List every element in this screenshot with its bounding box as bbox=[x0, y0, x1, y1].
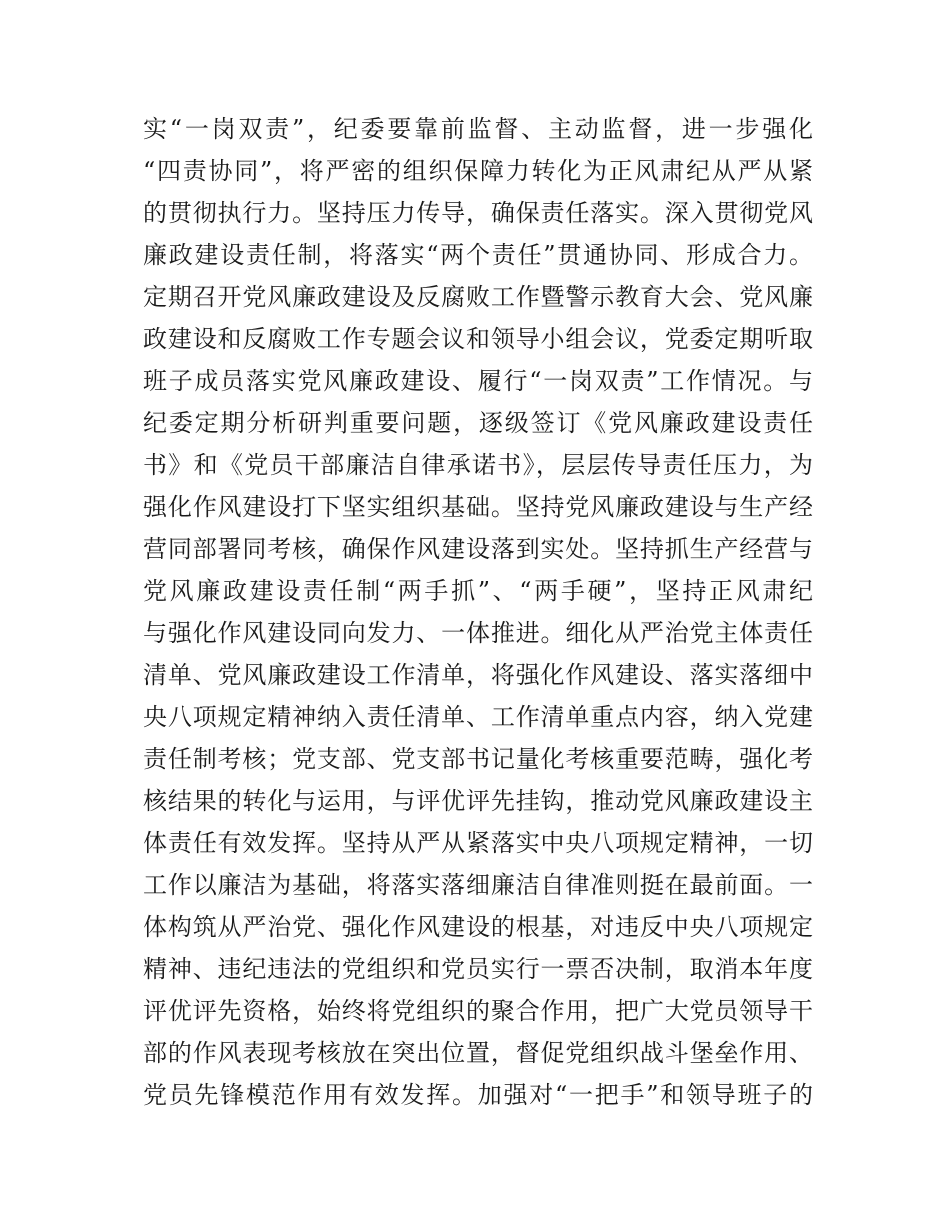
text-line: 工作以廉洁为基础，将落实落细廉洁自律准则挺在最前面。一 bbox=[143, 871, 813, 899]
text-line: 清单、党风廉政建设工作清单，将强化作风建设、落实落细中 bbox=[143, 661, 813, 689]
text-line: 纪委定期分析研判重要问题，逐级签订《党风廉政建设责任 bbox=[143, 409, 813, 437]
text-line: 央八项规定精神纳入责任清单、工作清单重点内容，纳入党建 bbox=[143, 703, 813, 731]
text-line: “四责协同”，将严密的组织保障力转化为正风肃纪从严从紧 bbox=[143, 157, 813, 185]
text-line: 强化作风建设打下坚实组织基础。坚持党风廉政建设与生产经 bbox=[143, 493, 813, 521]
text-line: 书》和《党员干部廉洁自律承诺书》，层层传导责任压力，为 bbox=[143, 451, 813, 479]
text-line: 的贯彻执行力。坚持压力传导，确保责任落实。深入贯彻党风 bbox=[143, 199, 813, 227]
text-line: 廉政建设责任制，将落实“两个责任”贯通协同、形成合力。 bbox=[143, 241, 813, 269]
text-line: 体构筑从严治党、强化作风建设的根基，对违反中央八项规定 bbox=[143, 913, 813, 941]
text-line: 责任制考核；党支部、党支部书记量化考核重要范畴，强化考 bbox=[143, 745, 813, 773]
text-line: 体责任有效发挥。坚持从严从紧落实中央八项规定精神，一切 bbox=[143, 829, 813, 857]
text-line: 班子成员落实党风廉政建设、履行“一岗双责”工作情况。与 bbox=[143, 367, 813, 395]
text-line: 核结果的转化与运用，与评优评先挂钩，推动党风廉政建设主 bbox=[143, 787, 813, 815]
text-line: 营同部署同考核，确保作风建设落到实处。坚持抓生产经营与 bbox=[143, 535, 813, 563]
text-line: 精神、违纪违法的党组织和党员实行一票否决制，取消本年度 bbox=[143, 955, 813, 983]
text-line: 评优评先资格，始终将党组织的聚合作用，把广大党员领导干 bbox=[143, 997, 813, 1025]
text-line: 定期召开党风廉政建设及反腐败工作暨警示教育大会、党风廉 bbox=[143, 283, 813, 311]
text-line: 党员先锋模范作用有效发挥。加强对“一把手”和领导班子的 bbox=[143, 1081, 813, 1109]
text-line: 党风廉政建设责任制“两手抓”、“两手硬”，坚持正风肃纪 bbox=[143, 577, 813, 605]
text-line: 部的作风表现考核放在突出位置，督促党组织战斗堡垒作用、 bbox=[143, 1039, 813, 1067]
text-line: 与强化作风建设同向发力、一体推进。细化从严治党主体责任 bbox=[143, 619, 813, 647]
text-line: 政建设和反腐败工作专题会议和领导小组会议，党委定期听取 bbox=[143, 325, 813, 353]
body-paragraph bbox=[143, 108, 813, 1116]
text-line: 实“一岗双责”，纪委要靠前监督、主动监督，进一步强化 bbox=[143, 115, 813, 143]
